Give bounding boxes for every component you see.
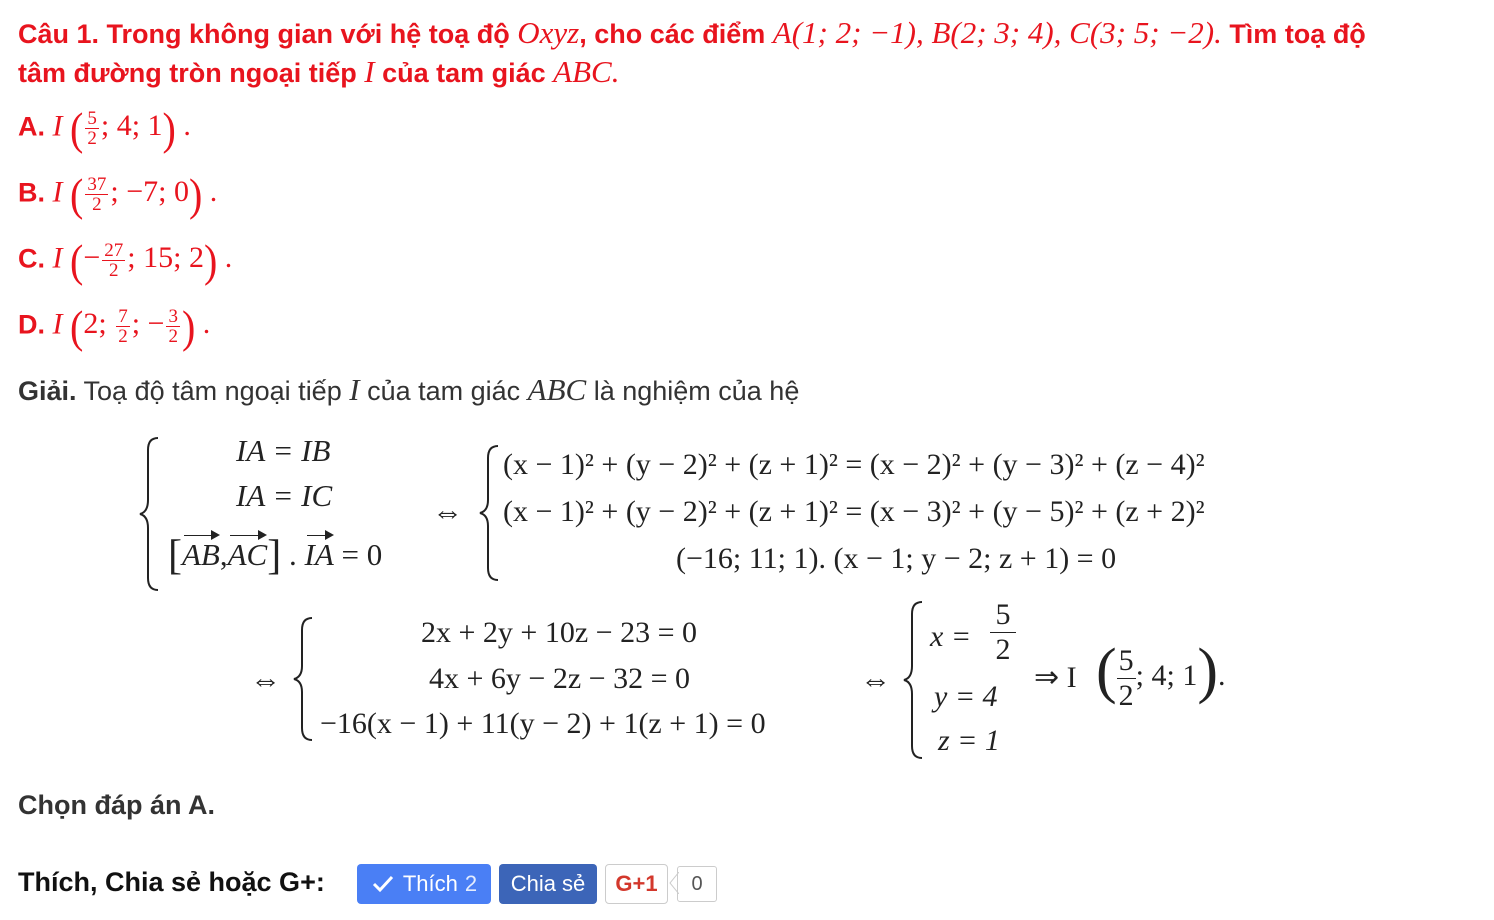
- left-brace-1: [138, 436, 162, 592]
- share-button[interactable]: Chia sẻ: [499, 864, 597, 904]
- points: A(1; 2; −1), B(2; 3; 4), C(3; 5; −2).: [772, 15, 1222, 50]
- question-line-2: tâm đường tròn ngoại tiếp I của tam giác ABC.: [18, 54, 620, 89]
- gplus-icon: G+1: [615, 871, 658, 896]
- conclusion: Chọn đáp án A.: [18, 790, 215, 820]
- sys1-eq-a: IA = IB: [236, 433, 331, 468]
- option-a[interactable]: A. I ( $\frac{5}{2}$ ; 4; 1) .: [18, 102, 191, 155]
- check-icon: [371, 874, 395, 894]
- sys2-eq-c: (−16; 11; 1). (x − 1; y − 2; z + 1) = 0: [676, 542, 1117, 575]
- sys3-eq-c: −16(x − 1) + 11(y − 2) + 1(z + 1) = 0: [320, 707, 766, 740]
- sys3-eq-a: 2x + 2y + 10z − 23 = 0: [421, 616, 697, 649]
- left-brace-2: [478, 444, 502, 582]
- sol-y: y = 4: [934, 680, 998, 713]
- question-label: Câu 1.: [18, 19, 100, 49]
- share-label: Thích, Chia sẻ hoặc G+:: [18, 867, 325, 897]
- equiv-2: ⇔: [250, 662, 281, 697]
- sol-z: z = 1: [938, 724, 1000, 757]
- sys3-eq-b: 4x + 6y − 2z − 32 = 0: [429, 662, 690, 695]
- result-pre: ⇒ I: [1034, 661, 1077, 694]
- sol-x-frac: 5 2: [990, 598, 1016, 667]
- equiv-3: ⇔: [860, 662, 891, 697]
- option-d[interactable]: D. I (2; $\frac{7}{2}$ ; − $\frac{3}{2}$ ) .: [18, 300, 211, 353]
- question-line-1: Câu 1. Trong không gian với hệ toạ độ Oxyz, cho các điểm A(1; 2; −1), B(2; 3; 4), C(3; 5; −2). Tìm toạ độ: [18, 15, 1366, 50]
- sys2-eq-a: (x − 1)² + (y − 2)² + (z + 1)² = (x − 2)² + (y − 3)² + (z − 4)²: [503, 448, 1205, 481]
- gplus-button[interactable]: [605, 864, 668, 904]
- question: [18, 14, 1366, 92]
- solution-lead: Giải. Toạ độ tâm ngoại tiếp I của tam giác ABC là nghiệm của hệ: [18, 372, 800, 407]
- left-brace-4: [902, 600, 926, 760]
- result-value: ( $\frac{5}{2}$ ; 4; 1).: [1096, 637, 1226, 712]
- sys1-eq-c: [AB,AC] . IA = 0: [168, 533, 383, 579]
- option-b[interactable]: B. I ( $\frac{37}{2}$ ; −7; 0) .: [18, 168, 218, 221]
- left-brace-3: [292, 616, 316, 742]
- equiv-1: ⇔: [432, 494, 463, 529]
- option-c[interactable]: C. I (− $\frac{27}{2}$ ; 15; 2) .: [18, 234, 233, 287]
- sol-x: x =: [930, 620, 972, 653]
- gplus-count: 0: [677, 866, 717, 902]
- like-count: 2: [464, 871, 478, 896]
- like-button[interactable]: Thích 2: [357, 864, 491, 904]
- sys1-eq-b: IA = IC: [236, 478, 333, 513]
- sys2-eq-b: (x − 1)² + (y − 2)² + (z + 1)² = (x − 3)² + (y − 5)² + (z + 2)²: [503, 495, 1205, 528]
